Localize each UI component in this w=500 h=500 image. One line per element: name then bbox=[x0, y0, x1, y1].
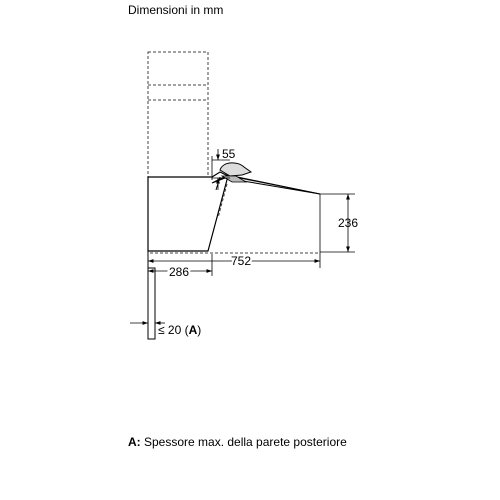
footnote-key: A: bbox=[128, 435, 141, 449]
dimension-label-236: 236 bbox=[338, 216, 359, 230]
hood-canopy bbox=[148, 172, 228, 251]
diagram-title: Dimensioni in mm bbox=[128, 3, 224, 17]
dimension-label-55: 55 bbox=[222, 147, 236, 161]
chimney-outline bbox=[148, 52, 208, 178]
dimension-286 bbox=[148, 265, 212, 279]
wall-thickness-ref: A bbox=[188, 323, 198, 337]
footnote bbox=[128, 435, 347, 449]
dimension-wall-thickness bbox=[130, 316, 201, 337]
wall-thickness-value: ≤ 20 ( bbox=[158, 323, 189, 337]
dimension-236 bbox=[338, 194, 358, 252]
dimension-label-286: 286 bbox=[169, 265, 190, 279]
footnote-text: Spessore max. della parete posteriore bbox=[140, 435, 347, 449]
back-wall bbox=[148, 251, 155, 339]
dimension-label-752: 752 bbox=[231, 254, 252, 268]
wall-thickness-close: ) bbox=[197, 323, 202, 337]
dimension-label-wall-thickness bbox=[158, 323, 201, 337]
